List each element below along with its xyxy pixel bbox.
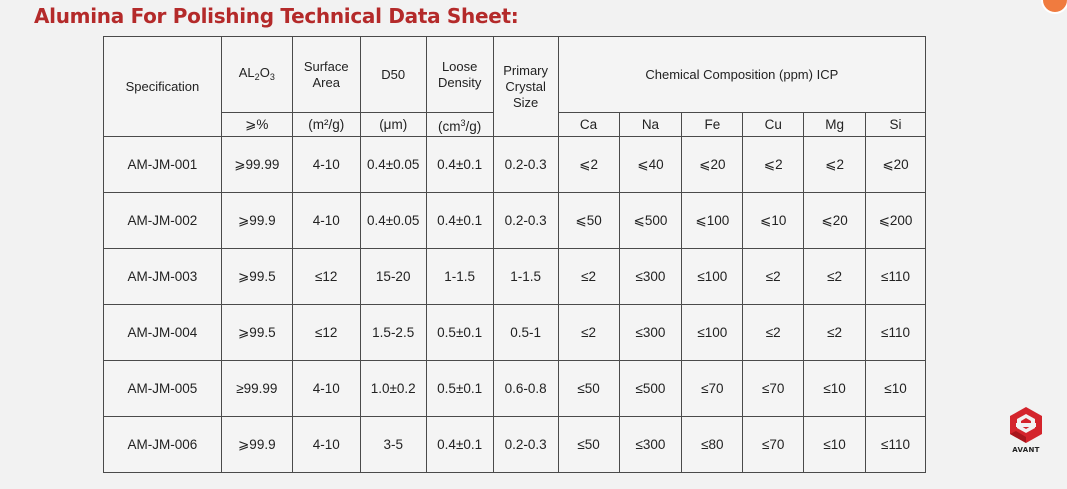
cell-spec: AM-JM-001 — [104, 137, 222, 193]
unit-d50: (μm) — [360, 113, 426, 137]
cell-crystal-size: 0.6-0.8 — [493, 361, 558, 417]
cell-surface-area: 4-10 — [292, 193, 360, 249]
unit-al2o3: ⩾% — [221, 113, 292, 137]
cell-na: ≤500 — [619, 361, 682, 417]
cell-crystal-size: 1-1.5 — [493, 249, 558, 305]
cell-mg: ≤10 — [804, 361, 866, 417]
cell-cu: ⩽2 — [743, 137, 804, 193]
element-fe: Fe — [682, 113, 743, 137]
avant-logo-icon — [1008, 406, 1044, 444]
header-chemical-composition: Chemical Composition (ppm) ICP — [558, 37, 925, 113]
header-loose-density: Loose Density — [426, 37, 493, 113]
cell-fe: ⩽100 — [682, 193, 743, 249]
avant-logo — [1006, 406, 1046, 454]
cell-cu: ≤70 — [743, 361, 804, 417]
cell-al2o3: ⩾99.9 — [221, 417, 292, 473]
cell-surface-area: ≤12 — [292, 249, 360, 305]
element-na: Na — [619, 113, 682, 137]
cell-mg: ≤2 — [804, 305, 866, 361]
cell-cu: ≤70 — [743, 417, 804, 473]
cell-d50: 1.0±0.2 — [360, 361, 426, 417]
cell-al2o3: ⩾99.99 — [221, 137, 292, 193]
cell-si: ≤110 — [866, 417, 926, 473]
cell-fe: ≤100 — [682, 249, 743, 305]
cell-ca: ⩽50 — [558, 193, 619, 249]
cell-loose-density: 1-1.5 — [426, 249, 493, 305]
cell-na: ⩽40 — [619, 137, 682, 193]
cell-na: ≤300 — [619, 305, 682, 361]
corner-badge-icon[interactable] — [1041, 0, 1067, 14]
header-primary-crystal-size: Primary Crystal Size — [493, 37, 558, 137]
cell-ca: ≤2 — [558, 249, 619, 305]
cell-na: ≤300 — [619, 249, 682, 305]
page-title: Alumina For Polishing Technical Data Sheet: — [34, 4, 519, 28]
cell-loose-density: 0.4±0.1 — [426, 417, 493, 473]
cell-fe: ⩽20 — [682, 137, 743, 193]
header-d50: D50 — [360, 37, 426, 113]
cell-surface-area: ≤12 — [292, 305, 360, 361]
cell-surface-area: 4-10 — [292, 137, 360, 193]
cell-al2o3: ⩾99.5 — [221, 305, 292, 361]
cell-si: ≤110 — [866, 305, 926, 361]
cell-d50: 15-20 — [360, 249, 426, 305]
cell-cu: ≤2 — [743, 305, 804, 361]
cell-loose-density: 0.5±0.1 — [426, 361, 493, 417]
cell-mg: ≤2 — [804, 249, 866, 305]
cell-fe: ≤100 — [682, 305, 743, 361]
element-cu: Cu — [743, 113, 804, 137]
cell-loose-density: 0.4±0.1 — [426, 193, 493, 249]
cell-cu: ⩽10 — [743, 193, 804, 249]
header-row — [104, 37, 926, 113]
header-surface-area: Surface Area — [292, 37, 360, 113]
cell-surface-area: 4-10 — [292, 361, 360, 417]
element-ca: Ca — [558, 113, 619, 137]
cell-crystal-size: 0.5-1 — [493, 305, 558, 361]
cell-al2o3: ⩾99.9 — [221, 193, 292, 249]
unit-surface-area: (m²/g) — [292, 113, 360, 137]
cell-d50: 0.4±0.05 — [360, 137, 426, 193]
element-si: Si — [866, 113, 926, 137]
cell-mg: ⩽20 — [804, 193, 866, 249]
cell-d50: 0.4±0.05 — [360, 193, 426, 249]
cell-al2o3: ≥99.99 — [221, 361, 292, 417]
cell-fe: ≤70 — [682, 361, 743, 417]
cell-crystal-size: 0.2-0.3 — [493, 417, 558, 473]
cell-spec: AM-JM-003 — [104, 249, 222, 305]
cell-cu: ≤2 — [743, 249, 804, 305]
logo-text: AVANT — [1012, 446, 1040, 454]
cell-spec: AM-JM-006 — [104, 417, 222, 473]
cell-crystal-size: 0.2-0.3 — [493, 137, 558, 193]
table-row — [104, 193, 926, 249]
cell-surface-area: 4-10 — [292, 417, 360, 473]
cell-si: ⩽20 — [866, 137, 926, 193]
cell-mg: ⩽2 — [804, 137, 866, 193]
cell-spec: AM-JM-004 — [104, 305, 222, 361]
technical-data-table — [103, 36, 926, 473]
cell-spec: AM-JM-002 — [104, 193, 222, 249]
table-row — [104, 137, 926, 193]
cell-mg: ≤10 — [804, 417, 866, 473]
element-mg: Mg — [804, 113, 866, 137]
cell-na: ≤300 — [619, 417, 682, 473]
cell-ca: ≤50 — [558, 361, 619, 417]
cell-loose-density: 0.4±0.1 — [426, 137, 493, 193]
table-row — [104, 249, 926, 305]
cell-si: ≤10 — [866, 361, 926, 417]
cell-d50: 1.5-2.5 — [360, 305, 426, 361]
cell-na: ⩽500 — [619, 193, 682, 249]
cell-ca: ≤2 — [558, 305, 619, 361]
cell-ca: ⩽2 — [558, 137, 619, 193]
unit-loose-density: $(cm^3/g)$ — [426, 113, 493, 137]
table-row — [104, 417, 926, 473]
cell-si: ≤110 — [866, 249, 926, 305]
cell-d50: 3-5 — [360, 417, 426, 473]
table-row — [104, 361, 926, 417]
header-al2o3: $AL_2O_3$ — [221, 37, 292, 113]
cell-ca: ≤50 — [558, 417, 619, 473]
cell-si: ⩽200 — [866, 193, 926, 249]
table-row — [104, 305, 926, 361]
header-specification: Specification — [104, 37, 222, 137]
cell-loose-density: 0.5±0.1 — [426, 305, 493, 361]
cell-crystal-size: 0.2-0.3 — [493, 193, 558, 249]
cell-al2o3: ⩾99.5 — [221, 249, 292, 305]
cell-fe: ≤80 — [682, 417, 743, 473]
cell-spec: AM-JM-005 — [104, 361, 222, 417]
